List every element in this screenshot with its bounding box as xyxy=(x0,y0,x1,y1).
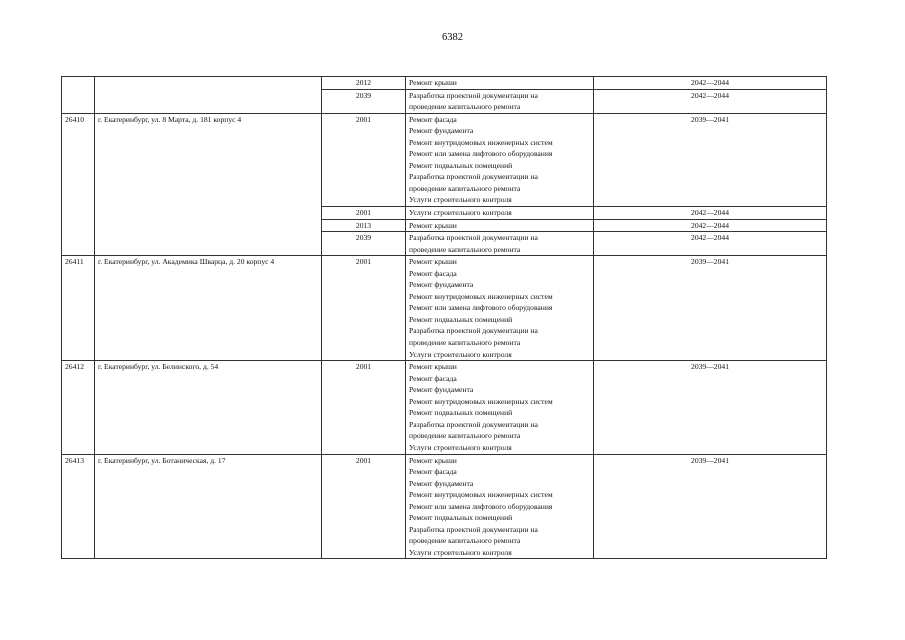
work-item: Ремонт подвальных помещений xyxy=(409,314,513,324)
period-cell: 2039—2041 xyxy=(594,361,827,454)
address-cell: г. Екатеринбург, ул. Академика Шварца, д. 20 корпус 4 xyxy=(95,256,322,361)
house-number-cell: 26412 xyxy=(62,361,95,454)
table-row xyxy=(62,361,827,454)
work-item: Ремонт или замена лифтового оборудования xyxy=(409,149,553,159)
work-item: проведение капитального ремонта xyxy=(409,431,521,441)
period-cell: 2039—2041 xyxy=(594,454,827,559)
work-code-cell: 2001 xyxy=(322,207,406,220)
work-item: Ремонт подвальных помещений xyxy=(409,408,513,418)
work-list-cell xyxy=(406,454,594,559)
work-item: Услуги строительного контроля xyxy=(409,442,512,452)
work-item: Ремонт крыши xyxy=(409,455,457,465)
work-code-cell: 2012 xyxy=(322,77,406,90)
work-item: Ремонт фасада xyxy=(409,114,457,124)
work-list-cell xyxy=(406,256,594,361)
work-item: Ремонт фасада xyxy=(409,467,457,477)
work-item: Ремонт внутридомовых инженерных систем xyxy=(409,137,553,147)
table-row xyxy=(62,113,827,206)
work-item: Ремонт крыши xyxy=(409,220,457,230)
work-item: Услуги строительного контроля xyxy=(409,349,512,359)
work-item: Разработка проектной документации на xyxy=(409,90,538,100)
work-item: Услуги строительного контроля xyxy=(409,195,512,205)
work-item: Ремонт подвальных помещений xyxy=(409,513,513,523)
period-cell: 2042—2044 xyxy=(594,232,827,256)
work-code-cell: 2013 xyxy=(322,219,406,232)
work-item: Ремонт крыши xyxy=(409,257,457,267)
work-item: Разработка проектной документации на xyxy=(409,524,538,534)
page-number: 6382 xyxy=(442,32,463,43)
house-number-cell: 26410 xyxy=(62,113,95,256)
work-item: проведение капитального ремонта xyxy=(409,338,521,348)
work-list-cell xyxy=(406,361,594,454)
work-item: Ремонт внутридомовых инженерных систем xyxy=(409,396,553,406)
address-cell: г. Екатеринбург, ул. Ботаническая, д. 17 xyxy=(95,454,322,559)
house-number-cell xyxy=(62,77,95,114)
address-cell xyxy=(95,77,322,114)
period-cell: 2042—2044 xyxy=(594,207,827,220)
period-cell: 2042—2044 xyxy=(594,77,827,90)
work-item: Ремонт фундамента xyxy=(409,280,474,290)
work-item: Ремонт внутридомовых инженерных систем xyxy=(409,490,553,500)
work-item: Ремонт фасада xyxy=(409,268,457,278)
work-item: проведение капитального ремонта xyxy=(409,102,521,112)
work-list-cell xyxy=(406,113,594,206)
period-cell: 2039—2041 xyxy=(594,113,827,206)
work-code-cell: 2001 xyxy=(322,113,406,206)
table-row xyxy=(62,256,827,361)
address-cell: г. Екатеринбург, ул. Белинского, д. 54 xyxy=(95,361,322,454)
work-item: Разработка проектной документации на xyxy=(409,419,538,429)
period-cell: 2042—2044 xyxy=(594,219,827,232)
table-row xyxy=(62,77,827,90)
work-item: Ремонт фундамента xyxy=(409,478,474,488)
work-item: Разработка проектной документации на xyxy=(409,233,538,243)
work-list-cell xyxy=(406,219,594,232)
work-code-cell: 2039 xyxy=(322,89,406,113)
work-item: Ремонт крыши xyxy=(409,362,457,372)
work-item: Ремонт подвальных помещений xyxy=(409,160,513,170)
period-cell: 2042—2044 xyxy=(594,89,827,113)
work-list-cell xyxy=(406,89,594,113)
work-item: Ремонт фундамента xyxy=(409,126,474,136)
work-item: Услуги строительного контроля xyxy=(409,547,512,557)
work-list-cell xyxy=(406,77,594,90)
work-code-cell: 2001 xyxy=(322,256,406,361)
work-code-cell: 2001 xyxy=(322,454,406,559)
work-item: Разработка проектной документации на xyxy=(409,326,538,336)
work-list-cell xyxy=(406,207,594,220)
work-item: Разработка проектной документации на xyxy=(409,172,538,182)
repair-schedule-table xyxy=(61,76,827,559)
house-number-cell: 26411 xyxy=(62,256,95,361)
work-item: Ремонт фасада xyxy=(409,373,457,383)
table-row xyxy=(62,454,827,559)
work-item: проведение капитального ремонта xyxy=(409,183,521,193)
work-code-cell: 2001 xyxy=(322,361,406,454)
work-code-cell: 2039 xyxy=(322,232,406,256)
work-item: Ремонт крыши xyxy=(409,78,457,87)
work-item: Услуги строительного контроля xyxy=(409,208,512,218)
period-cell: 2039—2041 xyxy=(594,256,827,361)
work-item: Ремонт или замена лифтового оборудования xyxy=(409,303,553,313)
address-cell: г. Екатеринбург, ул. 8 Марта, д. 181 корпус 4 xyxy=(95,113,322,256)
work-list-cell xyxy=(406,232,594,256)
work-item: Ремонт или замена лифтового оборудования xyxy=(409,501,553,511)
work-item: Ремонт фундамента xyxy=(409,385,474,395)
house-number-cell: 26413 xyxy=(62,454,95,559)
work-item: проведение капитального ремонта xyxy=(409,536,521,546)
work-item: Ремонт внутридомовых инженерных систем xyxy=(409,291,553,301)
work-item: проведение капитального ремонта xyxy=(409,244,521,254)
